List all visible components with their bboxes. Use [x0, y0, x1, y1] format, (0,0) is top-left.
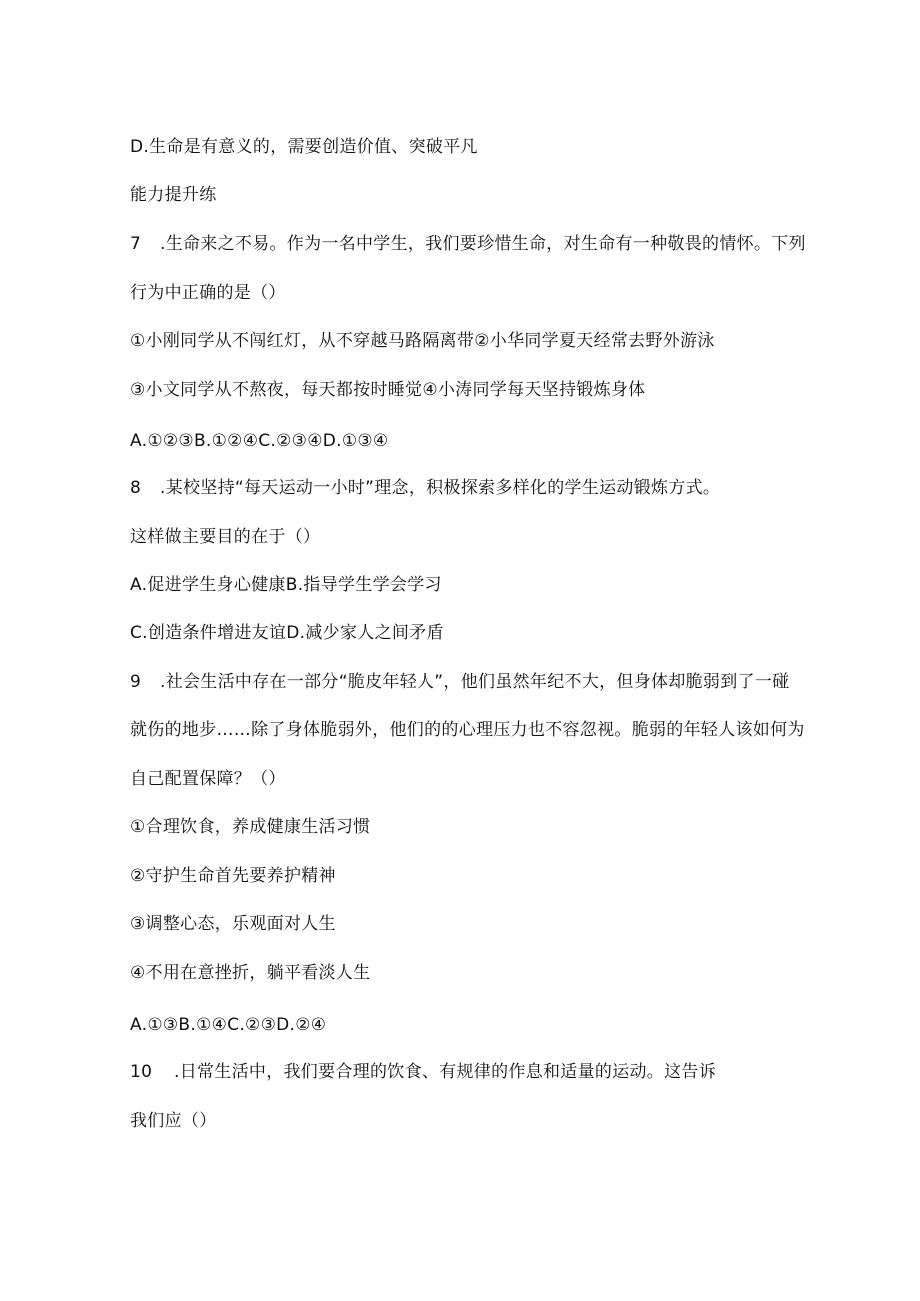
question-9-stem-cont: 就伤的地步……除了身体脆弱外，他们的的心理压力也不容忽视。脆弱的年轻人该如何为 [130, 720, 805, 740]
question-7-item: ①小刚同学从不闯红灯，从不穿越马路隔离带②小华同学夏天经常去野外游泳 [130, 331, 715, 351]
section-heading: 能力提升练 [130, 185, 217, 205]
question-number: 7 [130, 234, 142, 254]
question-number: 8 [130, 478, 142, 498]
question-number: 9 [130, 672, 142, 692]
question-8-options: C.创造条件增进友谊D.减少家人之间矛盾 [130, 623, 444, 643]
question-8-stem-cont: 这样做主要目的在于（） [130, 527, 321, 547]
question-7-stem [130, 233, 806, 255]
question-9-stem [130, 671, 789, 693]
question-9-item: ③调整心态，乐观面对人生 [130, 914, 336, 934]
option-d-line: D.生命是有意义的，需要创造价值、突破平凡 [130, 137, 478, 157]
question-7-options: A.①②③B.①②④C.②③④D.①③④ [130, 431, 389, 451]
question-9-stem-cont: 自己配置保障？（） [130, 769, 286, 789]
question-text: .生命来之不易。作为一名中学生，我们要珍惜生命，对生命有一种敬畏的情怀。下列 [160, 234, 806, 254]
question-9-item: ②守护生命首先要养护精神 [130, 866, 336, 886]
question-7-stem-cont: 行为中正确的是（） [130, 283, 286, 303]
question-10-stem-cont: 我们应（） [130, 1111, 217, 1131]
question-8-stem [130, 477, 720, 499]
question-text: .某校坚持“每天运动一小时”理念，积极探索多样化的学生运动锻炼方式。 [160, 478, 721, 498]
question-9-options: A.①③B.①④C.②③D.②④ [130, 1015, 327, 1035]
question-10-stem [130, 1061, 716, 1083]
question-9-item: ④不用在意挫折，躺平看淡人生 [130, 963, 371, 983]
question-9-item: ①合理饮食，养成健康生活习惯 [130, 817, 371, 837]
question-7-item: ③小文同学从不熬夜，每天都按时睡觉④小涛同学每天坚持锻炼身体 [130, 380, 646, 400]
question-8-options: A.促进学生身心健康B.指导学生学会学习 [130, 575, 442, 595]
question-number: 10 [130, 1062, 153, 1082]
question-text: .日常生活中，我们要合理的饮食、有规律的作息和适量的运动。这告诉 [174, 1062, 717, 1082]
question-text: .社会生活中存在一部分“脆皮年轻人”，他们虽然年纪不大，但身体却脆弱到了一碰 [160, 672, 790, 692]
